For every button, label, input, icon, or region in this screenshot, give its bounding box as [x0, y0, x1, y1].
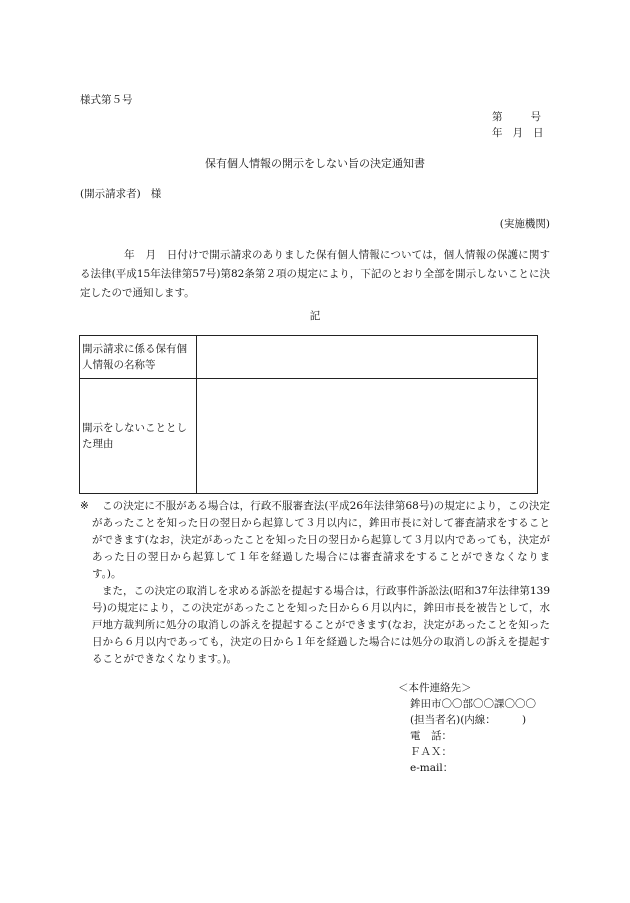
table-row: [80, 379, 538, 494]
table-value-info-name: [197, 336, 538, 379]
addressee-honorific: 様: [150, 188, 162, 200]
contact-department: 鉾田市〇〇部〇〇課〇〇〇: [410, 698, 536, 710]
table-label-reason: 開示をしないこととした理由: [80, 379, 197, 494]
form-number: 様式第５号: [80, 94, 133, 106]
date-month: 月: [512, 127, 523, 139]
addressee-name: (開示請求者): [80, 188, 141, 200]
document-number-suffix: 号: [530, 111, 541, 123]
table-value-reason: [197, 379, 538, 494]
date-year: 年: [492, 127, 503, 139]
appeal-note: [80, 498, 550, 668]
addressee: [80, 189, 161, 200]
document-number: [492, 112, 541, 123]
body-paragraph: [80, 246, 550, 303]
body-text: 年 月 日付けで開示請求のありました保有個人情報については，個人情報の保護に関する法律(平成15年法律第57号)第82条第２項の規定により，下記のとおり全部を開示しないことに決定したので通知します。: [80, 249, 550, 299]
contact-person: (担当者名)(内線： ): [410, 714, 527, 726]
ki-heading: 記: [309, 310, 321, 322]
table-label-info-name: 開示請求に係る保有個人情報の名称等: [80, 336, 197, 379]
note-mark: ※: [80, 500, 89, 512]
contact-header: ＜本件連絡先＞: [398, 682, 472, 694]
contact-email: e-mail：: [410, 762, 454, 774]
note-paragraph-2: また，この決定の取消しを求める訴訟を提起する場合は，行政事件訴訟法(昭和37年法律第139号)の規定により，この決定があったことを知った日から６月以内に，鉾田市長を被告として，水戸地方裁判所に処分の取消しの訴えを提起することができます(なお，決定があったことを知った日から６月以内であっても，決定の日から１年を経過した場合には処分の取消しの訴えを提起することができなくなります。)。: [92, 585, 550, 665]
issuing-agency: (実施機関): [499, 218, 550, 230]
date-day: 日: [533, 127, 544, 139]
document-title: 保有個人情報の開示をしない旨の決定通知書: [205, 157, 425, 170]
table-row: [80, 336, 538, 379]
document-date: [492, 128, 544, 139]
contact-block: [398, 680, 536, 776]
contact-phone: 電 話：: [410, 730, 452, 742]
document-number-prefix: 第: [492, 111, 503, 123]
info-table: [79, 335, 538, 494]
note-text-1: この決定に不服がある場合は，行政不服審査法(平成26年法律第68号)の規定により，この決定があったことを知った日の翌日から起算して３月以内に，鉾田市長に対して審査請求をすることができます(なお，決定があったことを知った日の翌日から起算して３月以内であっても，決定があった日の翌日から起算して１年を経過した場合には審査請求をすることができなくなります。)。: [92, 500, 550, 580]
contact-fax: ＦＡＸ：: [410, 746, 452, 758]
note-paragraph-1: [80, 498, 550, 583]
